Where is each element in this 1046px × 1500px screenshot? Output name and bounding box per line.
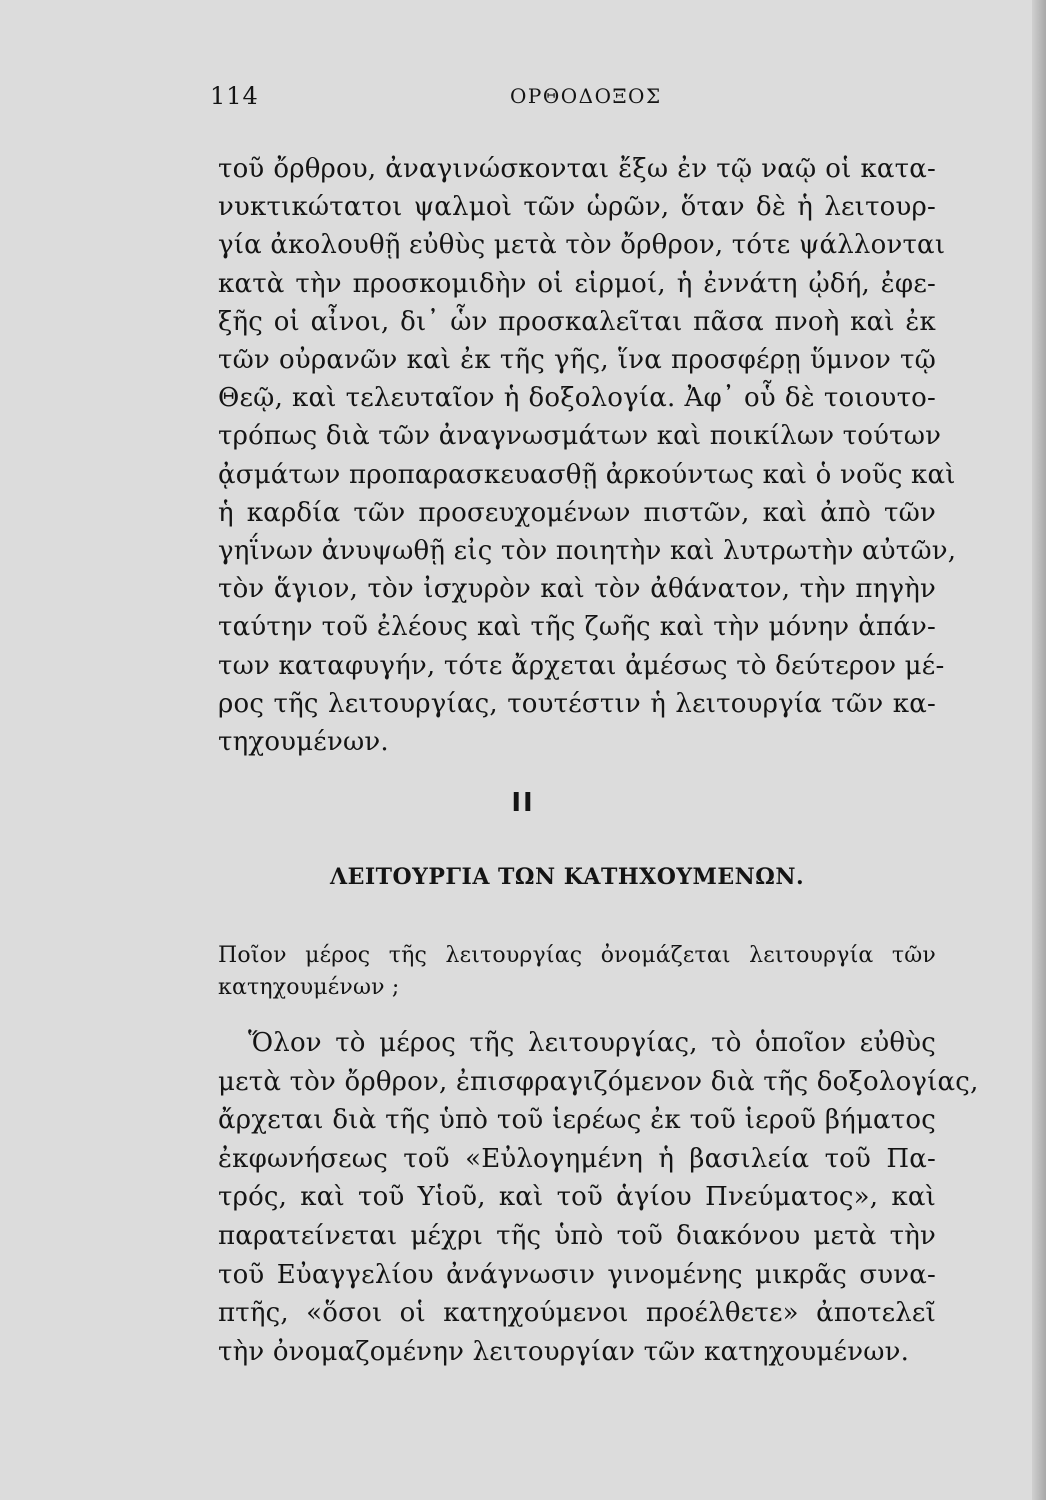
answer-line: τρός, καὶ τοῦ Υἱοῦ, καὶ τοῦ ἁγίου Πνεύματος», καὶ bbox=[218, 1182, 936, 1213]
page-edge-shadow bbox=[1032, 0, 1046, 1500]
text-line: ρος τῆς λειτουργίας, τουτέστιν ἡ λειτουργία τῶν κα- bbox=[218, 688, 936, 719]
answer-line: τοῦ Εὐαγγελίου ἀνάγνωσιν γινομένης μικρᾶς συνα- bbox=[218, 1259, 936, 1290]
text-line: τὸν ἅγιον, τὸν ἰσχυρὸν καὶ τὸν ἀθάνατον, τὴν πηγὴν bbox=[218, 574, 936, 605]
answer-line: ἄρχεται διὰ τῆς ὑπὸ τοῦ ἱερέως ἐκ τοῦ ἱεροῦ βήματος bbox=[218, 1105, 936, 1136]
question-line: κατηχουμένων ; bbox=[218, 975, 400, 1000]
answer-paragraph bbox=[218, 1024, 979, 1371]
question-line: Ποῖον μέρος τῆς λειτουργίας ὀνομάζεται λειτουργία τῶν bbox=[218, 943, 936, 968]
text-line: Θεῷ, καὶ τελευταῖον ἡ δοξολογία. Ἀφ᾽ οὗ δὲ τοιουτο- bbox=[218, 383, 936, 414]
page-header bbox=[210, 78, 936, 118]
text-line: νυκτικώτατοι ψαλμοὶ τῶν ὡρῶν, ὅταν δὲ ἡ λειτουρ- bbox=[218, 192, 936, 223]
text-line: γηΐνων ἀνυψωθῇ εἰς τὸν ποιητὴν καὶ λυτρωτὴν αὐτῶν, bbox=[218, 536, 957, 567]
answer-line: πτῆς, «ὅσοι οἱ κατηχούμενοι προέλθετε» ἀποτελεῖ bbox=[218, 1298, 936, 1329]
text-line: ξῆς οἱ αἶνοι, δι᾽ ὧν προσκαλεῖται πᾶσα πνοὴ καὶ ἐκ bbox=[218, 306, 936, 337]
running-title: ΟΡΘΟΔΟΞΟΣ bbox=[510, 84, 662, 108]
question-paragraph bbox=[218, 940, 936, 1004]
answer-line: τὴν ὀνομαζομένην λειτουργίαν τῶν κατηχουμένων. bbox=[218, 1336, 910, 1367]
text-line: τρόπως διὰ τῶν ἀναγνωσμάτων καὶ ποικίλων τούτων bbox=[218, 421, 942, 452]
text-line: τῶν οὐρανῶν καὶ ἐκ τῆς γῆς, ἵνα προσφέρῃ ὕμνον τῷ bbox=[218, 345, 936, 376]
text-line: ταύτην τοῦ ἐλέους καὶ τῆς ζωῆς καὶ τὴν μόνην ἁπάν- bbox=[218, 612, 936, 643]
text-line: των καταφυγήν, τότε ἄρχεται ἀμέσως τὸ δεύτερον μέ- bbox=[218, 650, 945, 681]
answer-line: παρατείνεται μέχρι τῆς ὑπὸ τοῦ διακόνου μετὰ τὴν bbox=[218, 1220, 936, 1251]
text-line: γία ἀκολουθῇ εὐθὺς μετὰ τὸν ὄρθρον, τότε ψάλλονται bbox=[218, 230, 946, 261]
text-line: κατὰ τὴν προσκομιδὴν οἱ εἱρμοί, ἡ ἐννάτη ᾠδή, ἐφε- bbox=[218, 268, 936, 299]
text-line: τηχουμένων. bbox=[218, 727, 389, 758]
answer-line: Ὅλον τὸ μέρος τῆς λειτουργίας, τὸ ὁποῖον εὐθὺς bbox=[248, 1028, 936, 1058]
section-number: II bbox=[511, 788, 535, 818]
answer-line: μετὰ τὸν ὄρθρον, ἐπισφραγιζόμενον διὰ τῆς δοξολογίας, bbox=[218, 1066, 979, 1097]
paragraph-liturgy-intro bbox=[218, 150, 957, 761]
text-line: ἡ καρδία τῶν προσευχομένων πιστῶν, καὶ ἀπὸ τῶν bbox=[218, 497, 936, 528]
text-line: ᾀσμάτων προπαρασκευασθῇ ἀρκούντως καὶ ὁ νοῦς καὶ bbox=[218, 459, 956, 490]
answer-line: ἐκφωνήσεως τοῦ «Εὐλογημένη ἡ βασιλεία τοῦ Πα- bbox=[218, 1143, 936, 1174]
text-line: τοῦ ὄρθρου, ἀναγινώσκονται ἔξω ἐν τῷ ναῷ οἱ κατα- bbox=[218, 154, 936, 184]
page-number: 114 bbox=[210, 82, 259, 110]
section-title: ΛΕΙΤΟΥΡΓΙΑ ΤΩΝ ΚΑΤΗΧΟΥΜΕΝΩΝ. bbox=[330, 864, 805, 890]
